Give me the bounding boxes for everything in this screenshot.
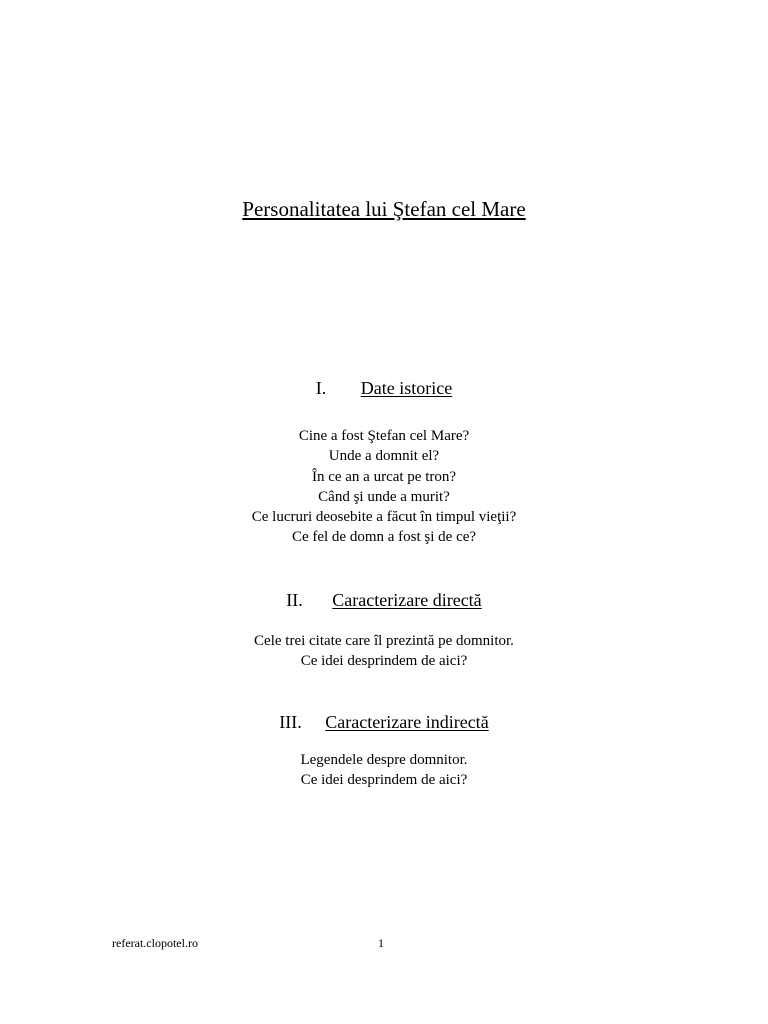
section-heading-1	[0, 377, 768, 399]
section-questions-3	[0, 750, 768, 791]
section-title-1: Date istorice	[360, 378, 453, 398]
list-item: Cine a fost Ştefan cel Mare?	[298, 428, 470, 444]
section-title-3: Caracterizare indirectă	[325, 712, 489, 732]
section-questions-1	[0, 426, 768, 548]
section-number-3: III.	[279, 712, 302, 732]
section-heading-3	[0, 711, 768, 733]
list-item: Ce idei desprindem de aici?	[300, 653, 468, 670]
section-title-2: Caracterizare directă	[332, 590, 482, 610]
list-item: Legendele despre domnitor.	[300, 752, 468, 768]
section-number-2: II.	[286, 590, 303, 610]
section-heading-2	[0, 589, 768, 611]
list-item: În ce an a urcat pe tron?	[311, 468, 457, 485]
footer-source: referat.clopotel.ro	[112, 936, 198, 950]
list-item: Cele trei citate care îl prezintă pe domnitor.	[254, 633, 514, 649]
section-number-1: I.	[315, 378, 327, 398]
list-item: Ce idei desprindem de aici?	[300, 772, 468, 789]
list-item: Când şi unde a murit?	[318, 488, 450, 505]
list-item: Unde a domnit el?	[328, 448, 440, 465]
page-number: 1	[378, 936, 384, 950]
section-questions-2	[0, 631, 768, 672]
list-item: Ce lucruri deosebite a făcut în timpul vieţii?	[251, 509, 517, 526]
document-title: Personalitatea lui Ştefan cel Mare	[242, 197, 526, 221]
list-item: Ce fel de domn a fost şi de ce?	[291, 529, 477, 546]
